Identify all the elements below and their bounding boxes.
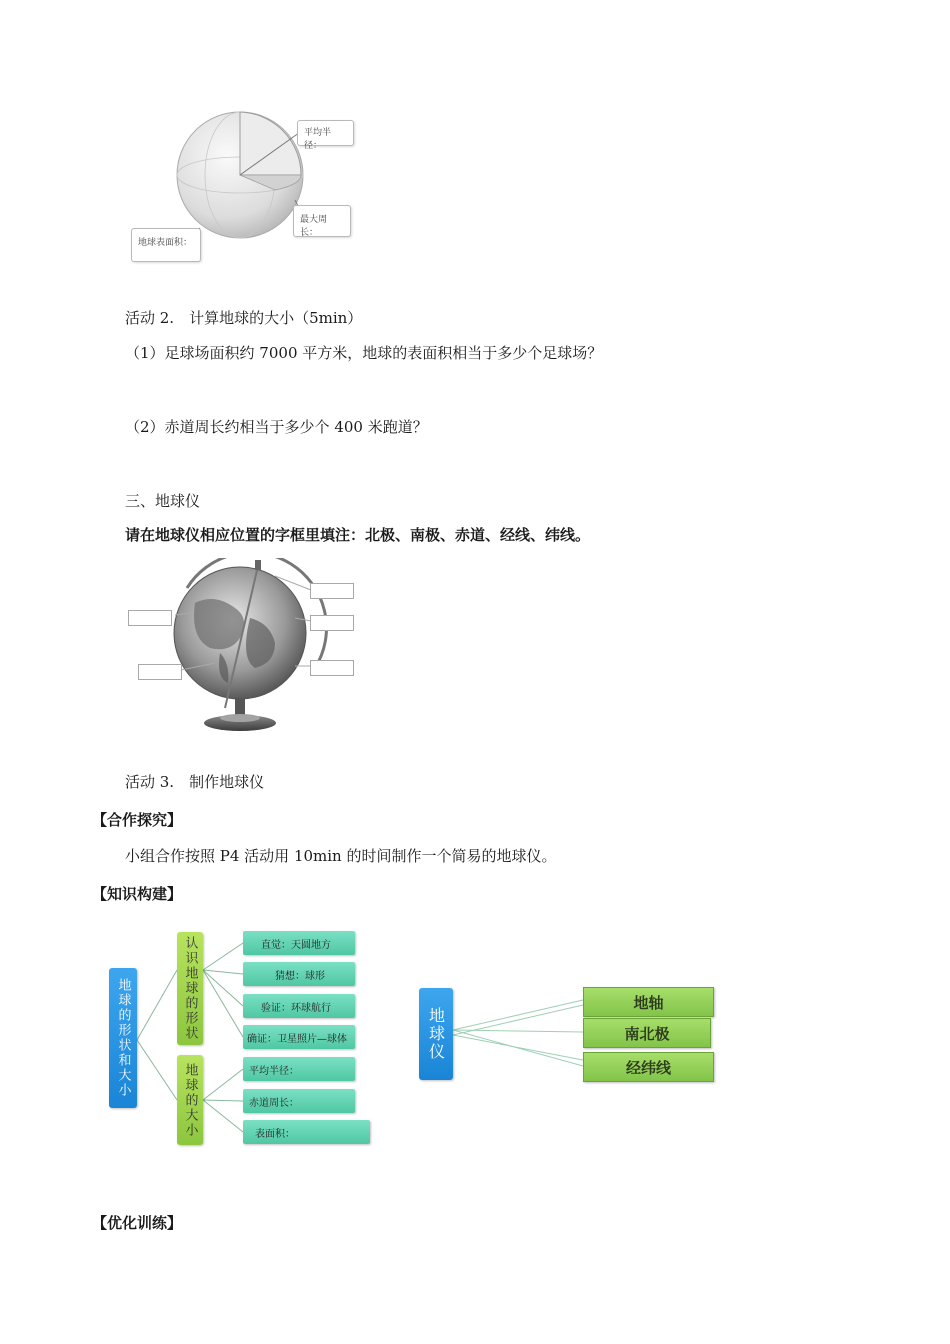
shape-item-4 [243, 1025, 355, 1049]
cooperation-text: 小组合作按照 P4 活动用 10min 的时间制作一个简易的地球仪。 [125, 847, 557, 865]
activity3-title: 活动 3. 制作地球仪 [125, 773, 265, 791]
globe-item-axis [583, 987, 714, 1017]
shape-item-3-label: 验证：环球航行 [261, 1002, 331, 1014]
radius-callout-label: 平均半径： [304, 128, 332, 151]
mind-map-root-label: 地球的形状和大小 [115, 978, 131, 1098]
cooperation-heading: 【合作探究】 [92, 811, 183, 829]
globe-diagram [125, 558, 360, 743]
globe-label-box-3[interactable] [310, 615, 354, 631]
surface-callout [131, 228, 201, 262]
shape-item-2 [243, 962, 355, 986]
globe-label-box-2[interactable] [128, 610, 172, 626]
globe-root-label: 地球仪 [426, 1007, 446, 1061]
shape-item-1 [243, 931, 355, 955]
branch-size-node [177, 1055, 203, 1145]
globe-item-lines [583, 1052, 714, 1082]
globe-label-box-5[interactable] [138, 664, 182, 680]
circumference-callout [293, 205, 351, 237]
shape-item-4-label: 确证：卫星照片—球体 [247, 1033, 347, 1045]
activity2-question1: （1）足球场面积约 7000 平方米，地球的表面积相当于多少个足球场？ [125, 344, 603, 362]
shape-item-1-label: 直觉：天圆地方 [261, 939, 331, 951]
globe-instruction: 请在地球仪相应位置的字框里填注：北极、南极、赤道、经线、纬线。 [125, 526, 591, 544]
shape-item-3 [243, 994, 355, 1018]
branch-shape-node [177, 932, 203, 1045]
circumference-callout-label: 最大周长： [300, 215, 328, 238]
shape-item-2-label: 猜想：球形 [275, 970, 325, 982]
globe-item-poles-label: 南北极 [624, 1024, 670, 1043]
activity2-question2: （2）赤道周长约相当于多少个 400 米跑道？ [125, 418, 428, 436]
globe-root-node [419, 988, 453, 1080]
globe-item-poles [583, 1018, 711, 1048]
size-item-1-label: 平均半径： [249, 1065, 299, 1077]
globe-item-lines-label: 经纬线 [625, 1058, 671, 1077]
surface-callout-label: 地球表面积： [138, 238, 193, 248]
mind-map-shape-size [100, 925, 380, 1150]
size-item-1 [243, 1057, 355, 1081]
globe-label-box-1[interactable] [310, 583, 354, 599]
earth-size-diagram [125, 100, 365, 270]
globe-section-heading: 三、地球仪 [125, 492, 201, 510]
training-heading: 【优化训练】 [92, 1214, 183, 1232]
size-item-3 [243, 1120, 370, 1144]
radius-callout [297, 120, 354, 151]
globe-label-box-4[interactable] [310, 660, 354, 676]
size-item-2 [243, 1089, 355, 1113]
branch-shape-label: 认识地球的形状 [182, 936, 198, 1041]
globe-item-axis-label: 地轴 [633, 993, 664, 1012]
size-item-2-label: 赤道周长： [249, 1097, 299, 1109]
size-item-3-label: 表面积： [255, 1128, 295, 1140]
mind-map-globe [410, 980, 730, 1090]
activity2-title: 活动 2. 计算地球的大小（5min） [125, 309, 363, 327]
branch-size-label: 地球的大小 [182, 1062, 198, 1138]
knowledge-heading: 【知识构建】 [92, 885, 183, 903]
mind-map-root-node [109, 968, 137, 1108]
